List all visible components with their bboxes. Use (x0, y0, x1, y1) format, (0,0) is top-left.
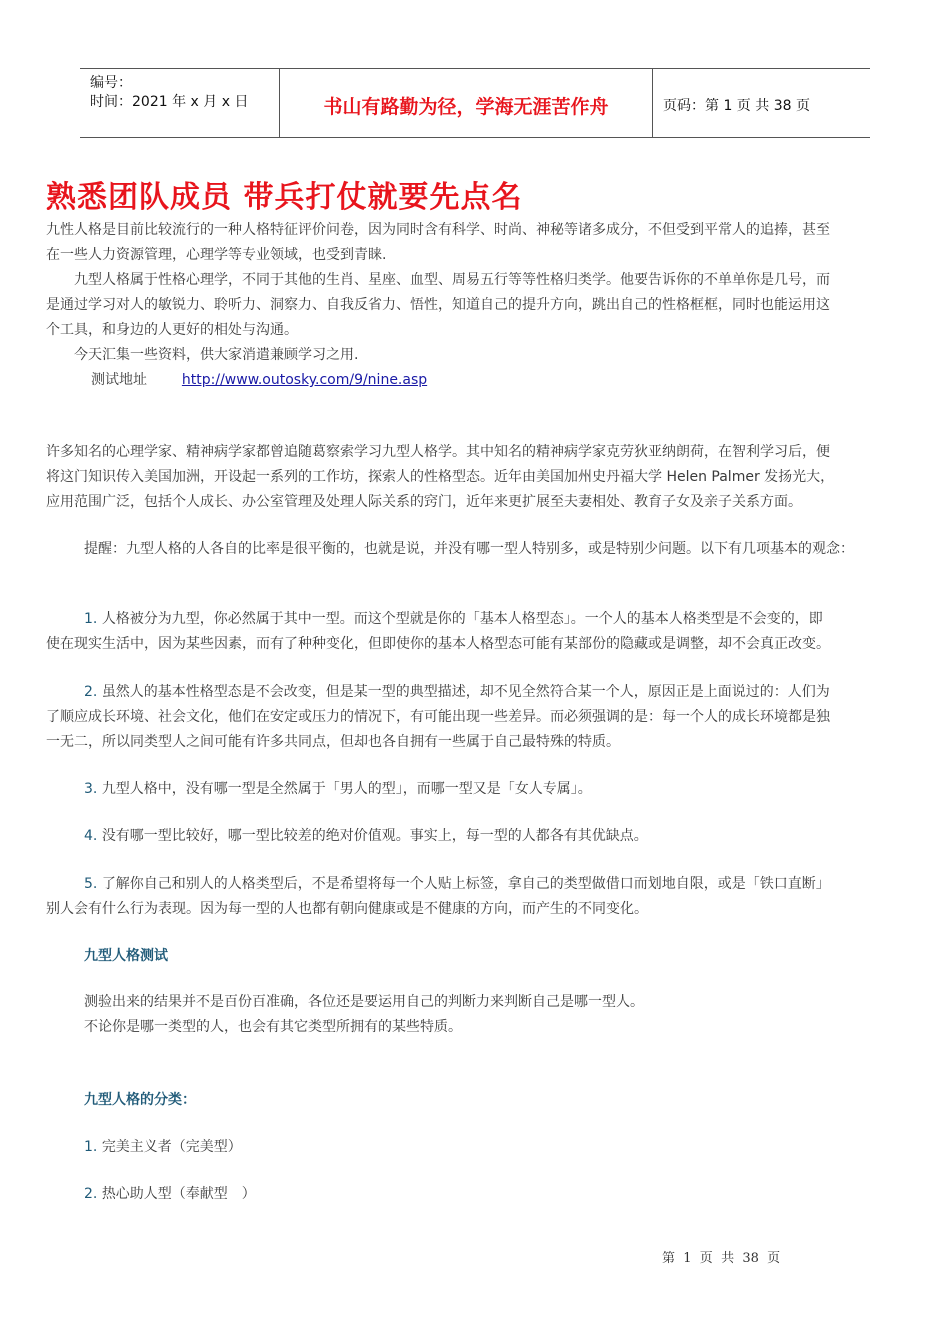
document-title: 熟悉团队成员 带兵打仗就要先点名 (46, 180, 523, 215)
point-number: 4. (84, 828, 98, 844)
test-site-label: 测试地址 (91, 372, 147, 388)
test-note: 不论你是哪一类型的人，也会有其它类型所拥有的某些特质。 (84, 1019, 462, 1035)
point-line: 一无二，所以同类型人之间可能有许多共同点，但却也各自拥有一些属于自己最特殊的特质。 (46, 734, 620, 750)
date-label: 时间：2021 年 x 月 x 日 (90, 94, 249, 110)
test-heading: 九型人格测试 (84, 948, 168, 964)
reminder-text: 提醒：九型人格的人各自的比率是很平衡的，也就是说，并没有哪一型人特别多，或是特别少问题。以下有几项基本的观念： (84, 541, 854, 557)
header-page-info: 页码：第 1 页 共 38 页 (663, 98, 810, 114)
number-label: 编号： (90, 75, 132, 91)
point-line: 人格被分为九型，你必然属于其中一型。而这个型就是你的「基本人格型态」。一个人的基本人格类型是不会变的，即 (101, 611, 823, 627)
point-number: 1. (84, 611, 98, 627)
reminder-paragraph (84, 537, 854, 562)
test-site-row (91, 368, 427, 393)
test-notes (84, 990, 644, 1040)
intro-line: 九性人格是目前比较流行的一种人格特征评价问卷，因为同时含有科学、时尚、神秘等诸多成分，不但受到平常人的追捧，甚至 (46, 222, 830, 238)
point-line: 使在现实生活中，因为某些因素，而有了种种变化，但即使你的基本人格型态可能有某部份的隐藏或是调整，却不会真正改变。 (46, 636, 830, 652)
intro-paragraph (46, 218, 830, 368)
point-1 (46, 607, 830, 657)
point-line: 了解你自己和别人的人格类型后，不是希望将每一个人贴上标签，拿自己的类型做借口而划地自限，或是「铁口直断」 (101, 876, 830, 892)
page-header (80, 68, 870, 138)
header-motto: 书山有路勤为径，学海无涯苦作舟 (280, 69, 653, 137)
intro-line: 个工具，和身边的人更好的相处与沟通。 (46, 322, 298, 338)
point-number: 5. (84, 876, 98, 892)
history-line: 将这门知识传入美国加洲，开设起一系列的工作坊，探索人的性格型态。近年由美国加州史丹福大学 Helen Palmer 发扬光大， (46, 469, 835, 485)
history-line: 许多知名的心理学家、精神病学家都曾追随葛察索学习九型人格学。其中知名的精神病学家克劳狄亚纳朗荷，在智利学习后，便 (46, 444, 830, 460)
point-line: 没有哪一型比较好，哪一型比较差的绝对价值观。事实上，每一型的人都各有其优缺点。 (101, 828, 648, 844)
category-number: 2. (84, 1186, 98, 1202)
point-line: 九型人格中，没有哪一型是全然属于「男人的型」，而哪一型又是「女人专属」。 (101, 781, 592, 797)
point-2 (46, 680, 830, 755)
test-note: 测验出来的结果并不是百份百准确，各位还是要运用自己的判断力来判断自己是哪一型人。 (84, 994, 644, 1010)
history-paragraph (46, 440, 834, 515)
point-line: 了顺应成长环境、社会文化，他们在安定或压力的情况下，有可能出现一些差异。而必须强调的是：每一个人的成长环境都是独 (46, 709, 830, 725)
point-3 (46, 777, 592, 802)
intro-line: 在一些人力资源管理，心理学等专业领域，也受到青睐. (46, 247, 387, 263)
test-site-link[interactable]: http://www.outosky.com/9/nine.asp (181, 372, 428, 388)
category-text: 完美主义者（完美型） (101, 1139, 242, 1155)
point-number: 3. (84, 781, 98, 797)
category-item-2 (84, 1182, 256, 1207)
intro-line: 九型人格属于性格心理学，不同于其他的生肖、星座、血型、周易五行等等性格归类学。他要告诉你的不单单你是几号，而 (46, 272, 830, 288)
history-line: 应用范围广泛，包括个人成长、办公室管理及处理人际关系的窍门，近年来更扩展至夫妻相处、教育子女及亲子关系方面。 (46, 494, 802, 510)
category-text: 热心助人型（奉献型 ） (101, 1186, 256, 1202)
point-number: 2. (84, 684, 98, 700)
point-5 (46, 872, 830, 922)
category-item-1 (84, 1135, 242, 1160)
intro-line: 今天汇集一些资料，供大家消遣兼顾学习之用. (46, 347, 359, 363)
category-number: 1. (84, 1139, 98, 1155)
category-heading: 九型人格的分类： (84, 1092, 196, 1108)
header-meta (80, 69, 280, 137)
point-line: 虽然人的基本性格型态是不会改变，但是某一型的典型描述，却不见全然符合某一个人，原因正是上面说过的：人们为 (101, 684, 830, 700)
point-line: 别人会有什么行为表现。因为每一型的人也都有朝向健康或是不健康的方向，而产生的不同变化。 (46, 901, 648, 917)
point-4 (46, 824, 648, 849)
page-footer: 第 1 页 共 38 页 (662, 1251, 781, 1266)
intro-line: 是通过学习对人的敏锐力、聆听力、洞察力、自我反省力、悟性，知道自己的提升方向，跳出自己的性格框框，同时也能运用这 (46, 297, 830, 313)
